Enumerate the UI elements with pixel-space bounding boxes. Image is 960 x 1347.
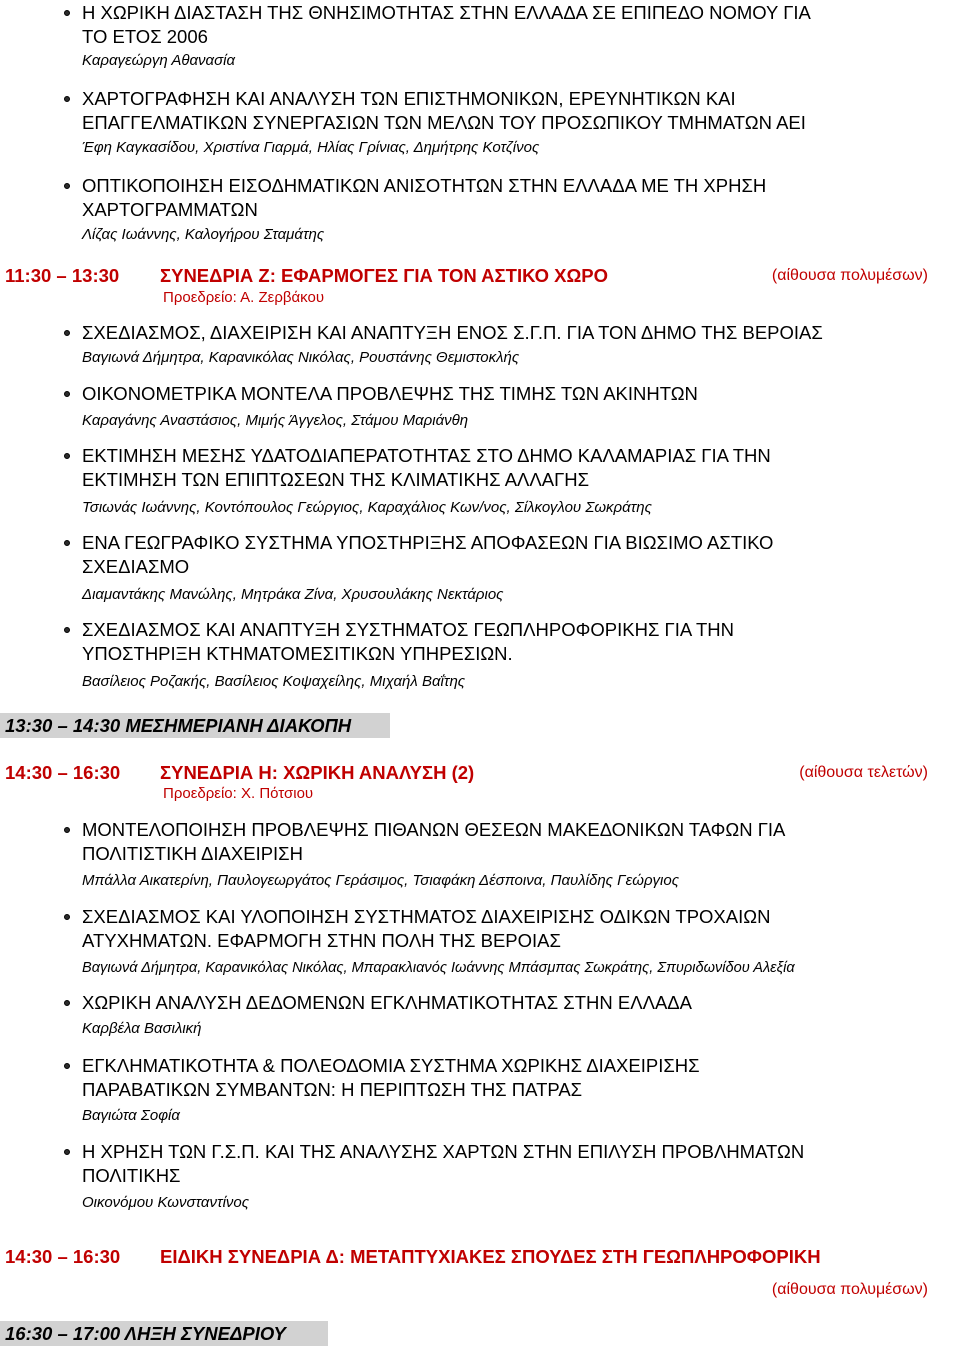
paper-authors: Καρβέλα Βασιλική — [82, 1020, 202, 1037]
bullet-icon — [64, 827, 70, 833]
paper-authors: Βασίλειος Ροζακής, Βασίλειος Κοψαχείλης, Μιχαήλ Βαΐτης — [82, 673, 466, 690]
session-title: ΕΙΔΙΚΗ ΣΥΝΕΔΡΙΑ Δ: ΜΕΤΑΠΤΥΧΙΑΚΕΣ ΣΠΟΥΔΕΣ ΣΤΗ ΓΕΩΠΛΗΡΟΦΟΡΙΚΗ — [160, 1246, 821, 1267]
paper-title: ΟΠΤΙΚΟΠΟΙΗΣΗ ΕΙΣΟΔΗΜΑΤΙΚΩΝ ΑΝΙΣΟΤΗΤΩΝ ΣΤΗΝ ΕΛΛΑΔΑ ΜΕ ΤΗ ΧΡΗΣΗ ΧΑΡΤΟΓΡΑΜΜΑΤΩΝ — [82, 175, 767, 220]
paper-authors: Τσιωνάς Ιωάννης, Κοντόπουλος Γεώργιος, Καραχάλιος Κων/νος, Σίλκογλου Σωκράτης — [82, 499, 652, 516]
paper-title: ΕΝΑ ΓΕΩΓΡΑΦΙΚΟ ΣΥΣΤΗΜΑ ΥΠΟΣΤΗΡΙΞΗΣ ΑΠΟΦΑΣΕΩΝ ΓΙΑ ΒΙΩΣΙΜΟ ΑΣΤΙΚΟ ΣΧΕΔΙΑΣΜΟ — [82, 532, 774, 577]
bullet-icon — [64, 10, 70, 16]
session-room: (αίθουσα πολυμέσων) — [771, 1281, 928, 1298]
session-title: ΣΥΝΕΔΡΙΑ Ζ: ΕΦΑΡΜΟΓΕΣ ΓΙΑ ΤΟΝ ΑΣΤΙΚΟ ΧΩΡΟ — [160, 265, 609, 286]
bullet-icon — [64, 540, 70, 546]
session-room: (αίθουσα πολυμέσων) — [771, 267, 928, 284]
lunch-break-bar: 13:30 – 14:30 ΜΕΣΗΜΕΡΙΑΝΗ ΔΙΑΚΟΠΗ — [0, 713, 390, 738]
paper-title: ΧΩΡΙΚΗ ΑΝΑΛΥΣΗ ΔΕΔΟΜΕΝΩΝ ΕΓΚΛΗΜΑΤΙΚΟΤΗΤΑΣ ΣΤΗΝ ΕΛΛΑΔΑ — [82, 992, 692, 1013]
bullet-icon — [64, 183, 70, 189]
closing-bar: 16:30 – 17:00 ΛΗΞΗ ΣΥΝΕΔΡΙΟΥ — [0, 1321, 328, 1346]
session-time: 14:30 – 16:30 — [5, 762, 121, 783]
paper-title: ΣΧΕΔΙΑΣΜΟΣ, ΔΙΑΧΕΙΡΙΣΗ ΚΑΙ ΑΝΑΠΤΥΞΗ ΕΝΟΣ Σ.Γ.Π. ΓΙΑ ΤΟΝ ΔΗΜΟ ΤΗΣ ΒΕΡΟΙΑΣ — [82, 322, 823, 343]
bullet-icon — [64, 96, 70, 102]
bullet-icon — [64, 330, 70, 336]
paper-title: ΣΧΕΔΙΑΣΜΟΣ ΚΑΙ ΥΛΟΠΟΙΗΣΗ ΣΥΣΤΗΜΑΤΟΣ ΔΙΑΧΕΙΡΙΣΗΣ ΟΔΙΚΩΝ ΤΡΟΧΑΙΩΝ ΑΤΥΧΗΜΑΤΩΝ. ΕΦΑΡΜΟΓΗ ΣΤΗΝ ΠΟΛΗ ΤΗΣ ΒΕΡΟΙΑΣ — [82, 906, 771, 951]
session-time: 11:30 – 13:30 — [5, 265, 120, 286]
paper-title: ΜΟΝΤΕΛΟΠΟΙΗΣΗ ΠΡΟΒΛΕΨΗΣ ΠΙΘΑΝΩΝ ΘΕΣΕΩΝ ΜΑΚΕΔΟΝΙΚΩΝ ΤΑΦΩΝ ΓΙΑ ΠΟΛΙΤΙΣΤΙΚΗ ΔΙΑΧΕΙΡΙΣΗ — [82, 819, 786, 864]
paper-title: Η ΧΡΗΣΗ ΤΩΝ Γ.Σ.Π. ΚΑΙ ΤΗΣ ΑΝΑΛΥΣΗΣ ΧΑΡΤΩΝ ΣΤΗΝ ΕΠΙΛΥΣΗ ΠΡΟΒΛΗΜΑΤΩΝ ΠΟΛΙΤΙΚΗΣ — [82, 1141, 805, 1186]
bullet-icon — [64, 391, 70, 397]
bullet-icon — [64, 1063, 70, 1069]
paper-title: ΕΓΚΛΗΜΑΤΙΚΟΤΗΤΑ & ΠΟΛΕΟΔΟΜΙΑ ΣΥΣΤΗΜΑ ΧΩΡΙΚΗΣ ΔΙΑΧΕΙΡΙΣΗΣ ΠΑΡΑΒΑΤΙΚΩΝ ΣΥΜΒΑΝΤΩΝ: Η ΠΕΡΙΠΤΩΣΗ ΤΗΣ ΠΑΤΡΑΣ — [82, 1055, 700, 1100]
bullet-icon — [64, 1000, 70, 1006]
paper-authors: Βαγιωνά Δήμητρα, Καρανικόλας Νικόλας, Ρουστάνης Θεμιστοκλής — [82, 349, 520, 366]
paper-authors: Λίζας Ιωάννης, Καλογήρου Σταμάτης — [82, 226, 325, 243]
paper-title: ΕΚΤΙΜΗΣΗ ΜΕΣΗΣ ΥΔΑΤΟΔΙΑΠΕΡΑΤΟΤΗΤΑΣ ΣΤΟ ΔΗΜΟ ΚΑΛΑΜΑΡΙΑΣ ΓΙΑ ΤΗΝ ΕΚΤΙΜΗΣΗ ΤΩΝ ΕΠΙΠΤΩΣΕΩΝ ΤΗΣ ΚΛΙΜΑΤΙΚΗΣ ΑΛΛΑΓΗΣ — [82, 445, 771, 490]
session-chair: Προεδρείο: Χ. Πότσιου — [163, 785, 314, 802]
paper-authors: Οικονόμου Κωνσταντίνος — [82, 1194, 250, 1211]
paper-title: ΧΑΡΤΟΓΡΑΦΗΣΗ ΚΑΙ ΑΝΑΛΥΣΗ ΤΩΝ ΕΠΙΣΤΗΜΟΝΙΚΩΝ, ΕΡΕΥΝΗΤΙΚΩΝ ΚΑΙ ΕΠΑΓΓΕΛΜΑΤΙΚΩΝ ΣΥΝΕΡΓΑΣΙΩΝ ΤΩΝ ΜΕΛΩΝ ΤΟΥ ΠΡΟΣΩΠΙΚΟΥ ΤΜΗΜΑΤΩΝ ΑΕΙ — [82, 88, 806, 133]
paper-title: ΣΧΕΔΙΑΣΜΟΣ ΚΑΙ ΑΝΑΠΤΥΞΗ ΣΥΣΤΗΜΑΤΟΣ ΓΕΩΠΛΗΡΟΦΟΡΙΚΗΣ ΓΙΑ ΤΗΝ ΥΠΟΣΤΗΡΙΞΗ ΚΤΗΜΑΤΟΜΕΣΙΤΙΚΩΝ ΥΠΗΡΕΣΙΩΝ. — [82, 619, 734, 664]
paper-title: ΟΙΚΟΝΟΜΕΤΡΙΚΑ ΜΟΝΤΕΛΑ ΠΡΟΒΛΕΨΗΣ ΤΗΣ ΤΙΜΗΣ ΤΩΝ ΑΚΙΝΗΤΩΝ — [82, 383, 698, 404]
bullet-icon — [64, 453, 70, 459]
paper-authors: Μπάλλα Αικατερίνη, Παυλογεωργάτος Γεράσιμος, Τσιαφάκη Δέσποινα, Παυλίδης Γεώργιος — [82, 872, 680, 889]
session-room: (αίθουσα τελετών) — [799, 764, 928, 781]
paper-authors: Έφη Καγκασίδου, Χριστίνα Γιαρμά, Ηλίας Γρίνιας, Δημήτρης Κοτζίνος — [82, 139, 540, 156]
bullet-icon — [64, 1149, 70, 1155]
bullet-icon — [64, 914, 70, 920]
paper-authors: Καραγάνης Αναστάσιος, Μιμής Άγγελος, Στάμου Μαριάνθη — [82, 412, 469, 429]
paper-authors: Καραγεώργη Αθανασία — [82, 52, 236, 69]
session-time: 14:30 – 16:30 — [5, 1246, 121, 1267]
session-chair: Προεδρείο: Α. Ζερβάκου — [163, 289, 325, 306]
paper-title: Η ΧΩΡΙΚΗ ΔΙΑΣΤΑΣΗ ΤΗΣ ΘΝΗΣΙΜΟΤΗΤΑΣ ΣΤΗΝ ΕΛΛΑΔΑ ΣΕ ΕΠΙΠΕΔΟ ΝΟΜΟΥ ΓΙΑ ΤΟ ΕΤΟΣ 2006 — [82, 2, 811, 47]
session-title: ΣΥΝΕΔΡΙΑ Η: ΧΩΡΙΚΗ ΑΝΑΛΥΣΗ (2) — [160, 762, 475, 783]
paper-authors: Βαγιωνά Δήμητρα, Καρανικόλας Νικόλας, Μπαρακλιανός Ιωάννης Μπάσμπας Σωκράτης, Σπυριδωνίδου Αλεξία — [82, 960, 795, 976]
bullet-icon — [64, 627, 70, 633]
paper-authors: Διαμαντάκης Μανώλης, Μητράκα Ζίνα, Χρυσουλάκης Νεκτάριος — [82, 586, 504, 603]
paper-authors: Βαγιώτα Σοφία — [82, 1107, 180, 1124]
